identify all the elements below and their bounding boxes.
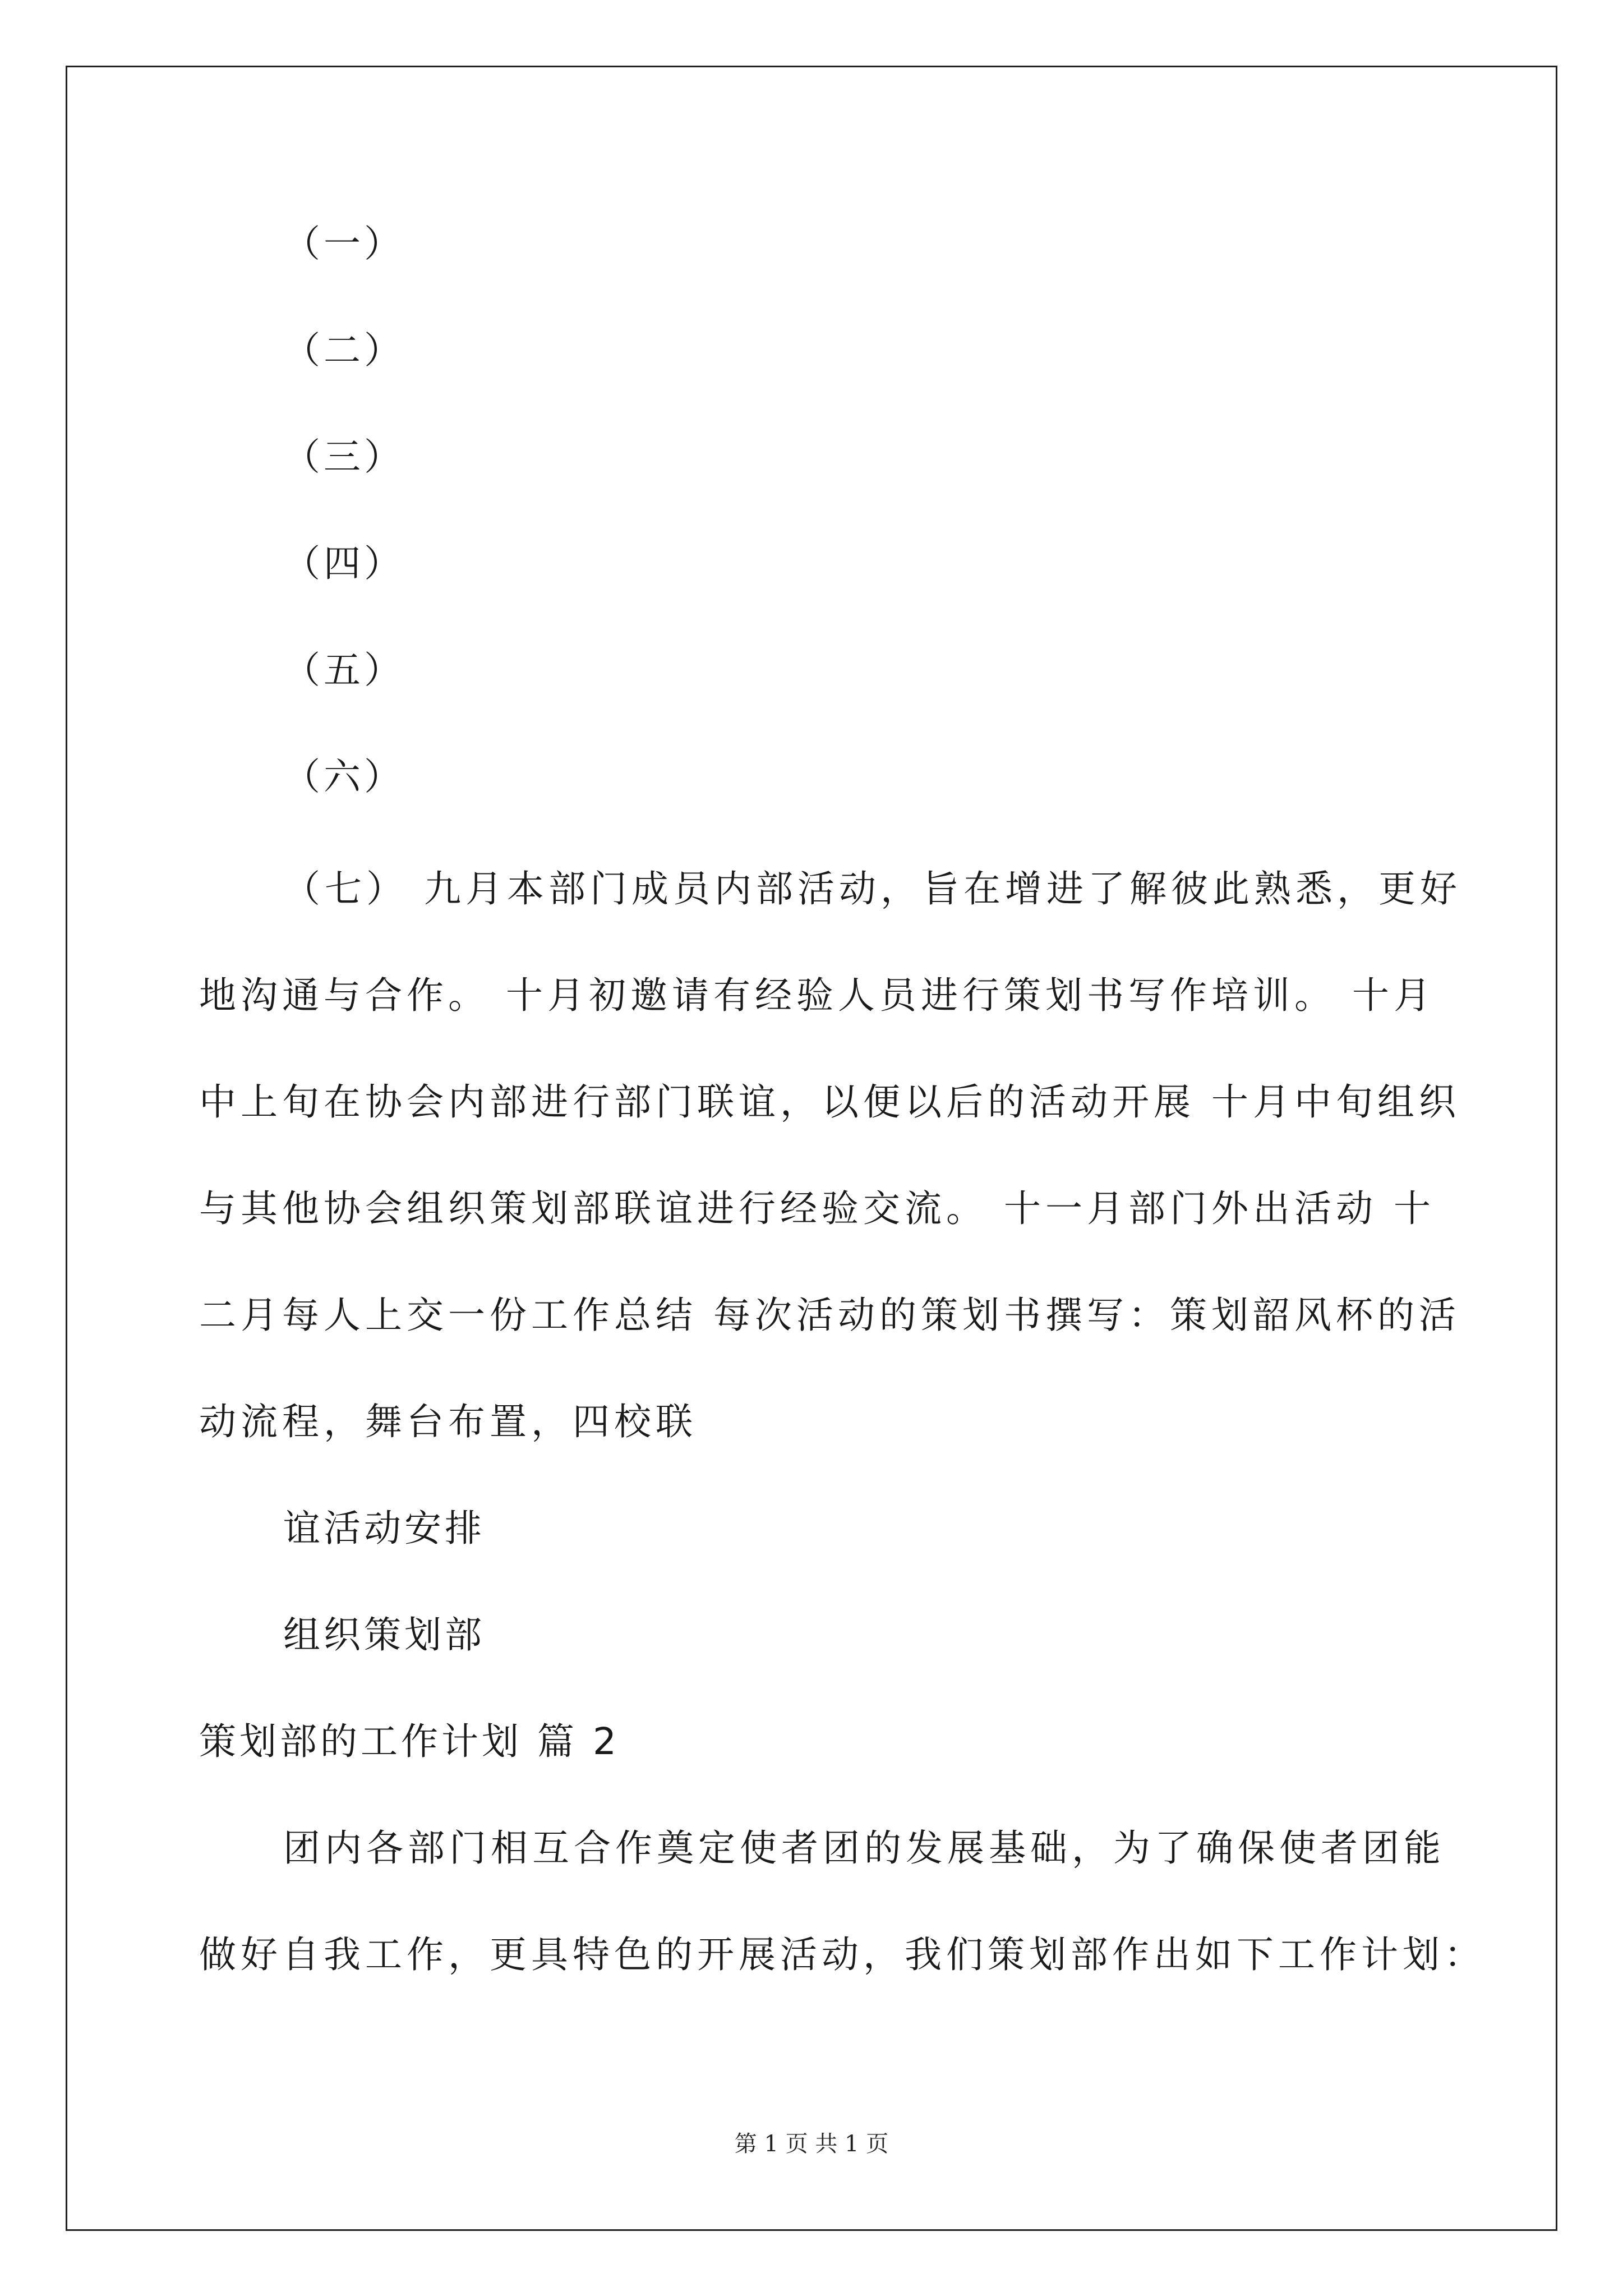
activity-line: 谊活动安排 xyxy=(283,1507,485,1550)
page-footer: 第 1 页 共 1 页 xyxy=(734,2131,889,2157)
paragraph-line: （七） 九月本部门成员内部活动，旨在增进了解彼此熟悉，更好 xyxy=(283,867,1461,910)
page-border xyxy=(66,66,1557,2231)
item-2: （二） xyxy=(283,329,404,372)
department-line: 组织策划部 xyxy=(283,1613,485,1657)
paragraph-line: 二月每人上交一份工作总结 每次活动的策划书撰写：策划韶风杯的活 xyxy=(199,1294,1460,1337)
item-6: （六） xyxy=(283,755,404,798)
section-title: 策划部的工作计划 篇 2 xyxy=(199,1720,620,1763)
item-5: （五） xyxy=(283,648,404,692)
item-1: （一） xyxy=(283,222,404,265)
item-4: （四） xyxy=(283,542,404,585)
paragraph-line: 团内各部门相互合作奠定使者团的发展基础，为了确保使者团能 xyxy=(283,1826,1445,1870)
paragraph-line: 做好自我工作，更具特色的开展活动，我们策划部作出如下工作计划： xyxy=(199,1933,1486,1976)
item-3: （三） xyxy=(283,435,404,478)
paragraph-line: 中上旬在协会内部进行部门联谊，以便以后的活动开展 十月中旬组织 xyxy=(199,1080,1460,1124)
paragraph-line: 与其他协会组织策划部联谊进行经验交流。 十一月部门外出活动 十 xyxy=(199,1187,1435,1230)
paragraph-line: 地沟通与合作。 十月初邀请有经验人员进行策划书写作培训。 十月 xyxy=(199,974,1435,1017)
paragraph-line: 动流程，舞台布置，四校联 xyxy=(199,1400,697,1443)
